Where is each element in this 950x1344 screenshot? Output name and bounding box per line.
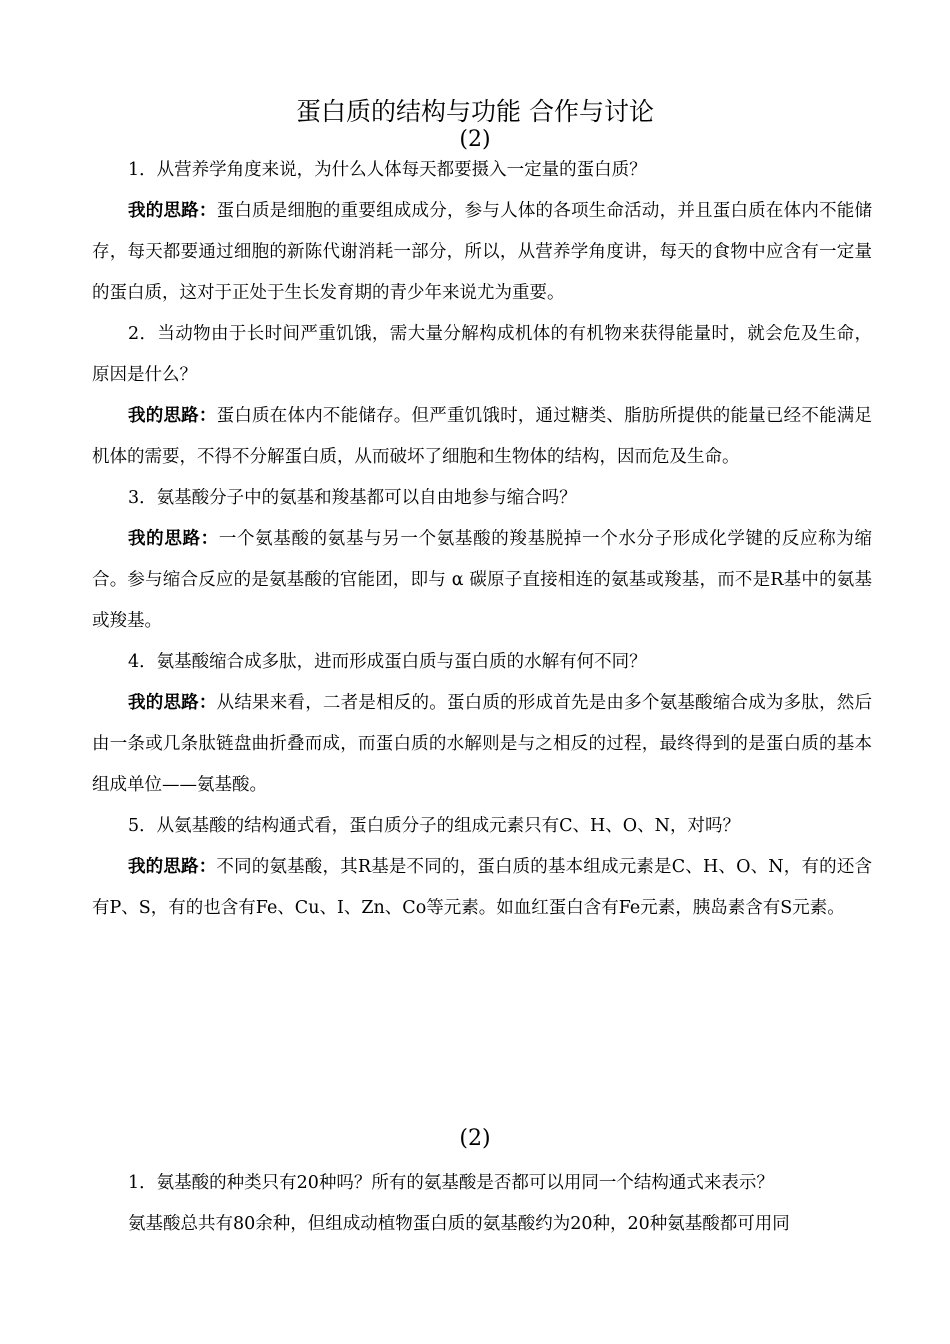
question-3: 3．氨基酸分子中的氨基和羧基都可以自由地参与缩合吗？	[128, 488, 577, 508]
question-4: 4．氨基酸缩合成多肽，进而形成蛋白质与蛋白质的水解有何不同？	[128, 652, 647, 672]
discussion-section-2	[92, 1163, 872, 1245]
section-2-answer-1: 氨基酸总共有80余种，但组成动植物蛋白质的氨基酸约为20种，20种氨基酸都可用同	[128, 1214, 790, 1234]
answer-label: 我的思路：	[128, 529, 219, 549]
page-subtitle: (2)	[459, 127, 491, 152]
answer-2	[92, 396, 872, 478]
answer-label: 我的思路：	[128, 693, 217, 713]
section-2-question-1: 1．氨基酸的种类只有20种吗？所有的氨基酸是否都可以用同一个结构通式来表示？	[128, 1173, 774, 1193]
answer-text: 蛋白质是细胞的重要组成成分，参与人体的各项生命活动，并且蛋白质在体内不能储存，每天都要通过细胞的新陈代谢消耗一部分，所以，从营养学角度讲，每天的食物中应含有一定量的蛋白质，这对于正处于生长发育期的青少年来说尤为重要。	[92, 201, 873, 303]
question-1: 1．从营养学角度来说，为什么人体每天都要摄入一定量的蛋白质？	[128, 160, 647, 180]
question-5: 5．从氨基酸的结构通式看，蛋白质分子的组成元素只有C、H、O、N，对吗？	[128, 816, 740, 836]
answer-label: 我的思路：	[128, 857, 217, 877]
answer-text: 一个氨基酸的氨基与另一个氨基酸的羧基脱掉一个水分子形成化学键的反应称为缩合。参与缩合反应的是氨基酸的官能团，即与 α 碳原子直接相连的氨基或羧基，而不是R基中的氨基或羧基。	[92, 529, 872, 631]
answer-text: 不同的氨基酸，其R基是不同的，蛋白质的基本组成元素是C、H、O、N，有的还含有P、S，有的也含有Fe、Cu、I、Zn、Co等元素。如血红蛋白含有Fe元素，胰岛素含有S元素。	[92, 857, 873, 918]
answer-label: 我的思路：	[128, 201, 217, 221]
answer-5	[92, 847, 872, 929]
answer-1	[92, 191, 872, 314]
discussion-section-1	[92, 150, 872, 929]
section-2-heading: (2)	[459, 1126, 491, 1151]
question-2: 2．当动物由于长时间严重饥饿，需大量分解构成机体的有机物来获得能量时，就会危及生命，原因是什么？	[92, 324, 872, 385]
answer-3	[92, 519, 872, 642]
answer-text: 蛋白质在体内不能储存。但严重饥饿时，通过糖类、脂肪所提供的能量已经不能满足机体的需要，不得不分解蛋白质，从而破坏了细胞和生物体的结构，因而危及生命。	[92, 406, 873, 467]
answer-4	[92, 683, 872, 806]
page-title: 蛋白质的结构与功能 合作与讨论	[296, 97, 654, 126]
answer-label: 我的思路：	[128, 406, 217, 426]
answer-text: 从结果来看，二者是相反的。蛋白质的形成首先是由多个氨基酸缩合成为多肽，然后由一条或几条肽链盘曲折叠而成，而蛋白质的水解则是与之相反的过程，最终得到的是蛋白质的基本组成单位——氨基酸。	[92, 693, 873, 795]
